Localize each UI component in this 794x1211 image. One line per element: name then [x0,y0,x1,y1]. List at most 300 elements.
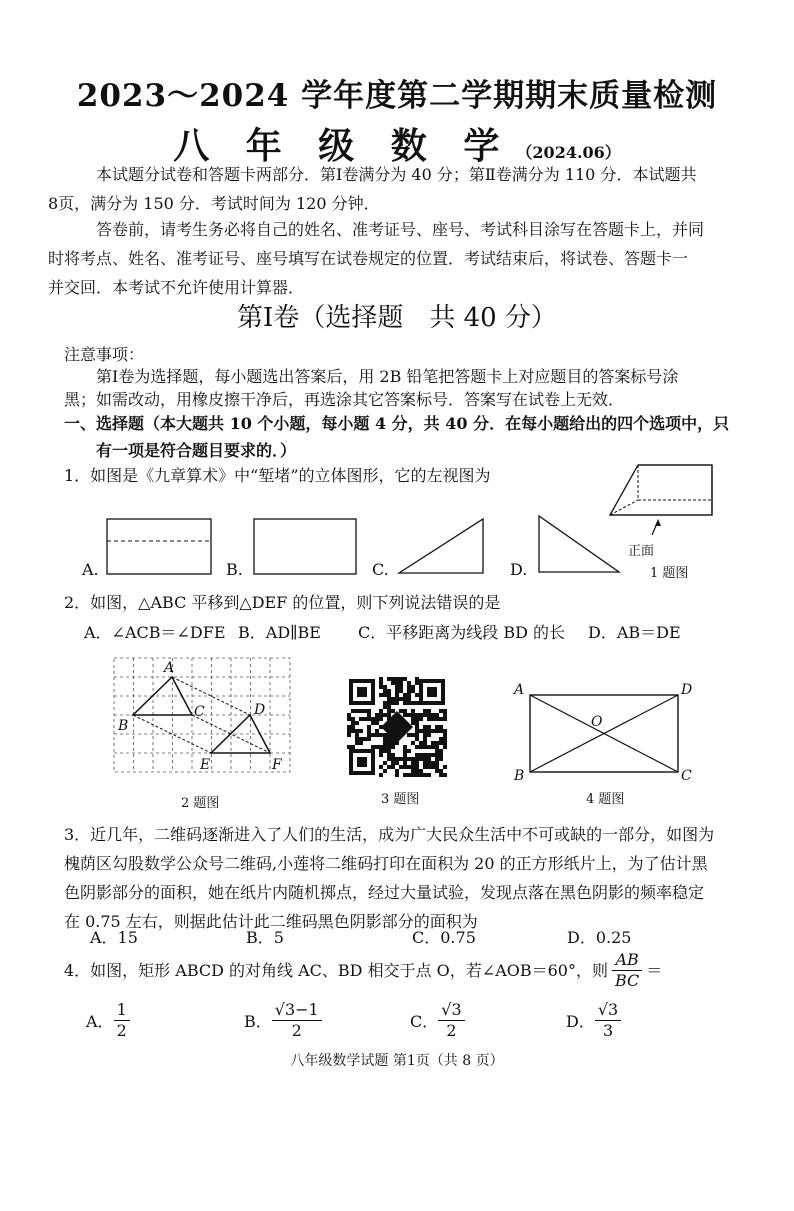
q1-caption: 1 题图 [650,566,689,581]
intro-paragraph-2 [48,215,734,302]
qr-module [423,765,427,769]
qr-module [435,765,439,769]
qr-module [359,717,363,721]
q4-point-label: C [681,768,692,784]
qr-module [383,737,387,741]
qr-module [383,761,387,765]
qr-module [443,741,447,745]
q2-option-a: A．∠ACB＝∠DFE [84,623,226,642]
qr-module [407,713,411,717]
qr-module [415,773,419,777]
qr-module [403,701,407,705]
qr-module [375,745,379,749]
qr-module [379,681,383,685]
qr-module [351,717,355,721]
qr-module [419,745,423,749]
qr-module [391,757,395,761]
qr-module [355,733,359,737]
intro-line: 8页，满分为 150 分．考试时间为 120 分钟． [48,194,380,213]
intro-line: 时将考点、姓名、准考证号、座号填写在试卷规定的位置．考试结束后，将试卷、答题卡一 [48,249,689,268]
qr-module [427,725,431,729]
q3-stem-line: 在 0.75 左右，则据此估计此二维码黑色阴影部分的面积为 [64,912,478,931]
qr-module [423,753,427,757]
qr-module [359,729,363,733]
qr-module [387,713,391,717]
qr-module [379,745,383,749]
qr-module [427,753,431,757]
qr-module [443,709,447,713]
qr-module [347,717,351,721]
qr-module [415,701,419,705]
qr-module [379,749,383,753]
qr-module [443,745,447,749]
qr-module [431,713,435,717]
fraction-numerator: √3 [595,1000,621,1021]
qr-module [383,749,387,753]
qr-module [391,761,395,765]
qr-module [419,757,423,761]
q2-point-label: B [118,718,129,734]
qr-module [415,677,419,681]
qr-module [347,729,351,733]
qr-module [407,773,411,777]
q1-stem: 1．如图是《九章算术》中“堑堵”的立体图形，它的左视图为 [64,466,491,485]
qr-module [367,725,371,729]
fraction-numerator: √3−1 [272,1000,322,1021]
qr-module [395,773,399,777]
qr-module [439,769,443,773]
q1-option-c-figure [395,515,490,577]
qr-module [395,677,399,681]
fraction-numerator: AB [612,950,641,971]
q4-rectangle-figure [508,678,698,788]
qr-module [411,765,415,769]
fraction-denominator: 2 [446,1021,457,1040]
qr-module [363,717,367,721]
qr-module [403,713,407,717]
notice-label: 注意事项： [64,345,145,364]
qr-module [403,761,407,765]
qr-module [435,757,439,761]
qr-module [383,689,387,693]
qr-module [443,737,447,741]
qr-module [431,717,435,721]
qr-module [435,749,439,753]
qr-module [387,693,391,697]
qr-module [379,713,383,717]
exam-title: 2023～2024 学年度第二学期期末质量检测 [76,78,718,114]
qr-module [383,693,387,697]
qr-module [443,733,447,737]
q3-option-c: C．0.75 [412,928,476,947]
qr-module [415,745,419,749]
q3-caption: 3 题图 [381,792,420,807]
q4-option-c [410,1000,465,1041]
qr-module [411,757,415,761]
q4-option-a [86,1000,130,1041]
qr-module [443,773,447,777]
qr-module [411,685,415,689]
qr-module [379,693,383,697]
q3-stem [64,820,744,936]
qr-module [387,741,391,745]
qr-module [371,717,375,721]
qr-module [367,733,371,737]
q4-point-label: D [681,682,693,698]
qr-module [403,753,407,757]
q4-option-b [244,1000,322,1041]
qr-module [431,753,435,757]
fraction-denominator: 2 [116,1021,127,1040]
qr-module [371,745,375,749]
qr-module [443,717,447,721]
qr-module [399,765,403,769]
qr-module [423,729,427,733]
qr-module [351,709,355,713]
qr-module [403,745,407,749]
q1-option-b-figure [250,515,360,577]
qr-module [399,709,403,713]
qr-module [375,721,379,725]
qr-module [399,757,403,761]
qr-module [403,757,407,761]
q3-stem-line: 3．近几年，二维码逐渐进入了人们的生活，成为广大民众生活中不可或缺的一部分，如图为 [64,825,715,844]
qr-module [431,745,435,749]
qr-module [423,761,427,765]
qr-module [391,701,395,705]
qr-module [407,701,411,705]
qr-module [407,757,411,761]
qr-module [355,729,359,733]
qr-module [415,737,419,741]
q3-option-b: B．5 [246,928,284,947]
qr-module [427,745,431,749]
q1-option-b: B. [226,560,243,579]
option-label: D． [566,1012,595,1031]
qr-module [439,757,443,761]
option-fraction [438,1000,464,1041]
notice-line: 黑；如需改动，用橡皮擦干净后，再选涂其它答案标号．答案写在试卷上无效． [64,390,625,409]
q4-option-d [566,1000,621,1041]
qr-module [403,697,407,701]
qr-module [439,753,443,757]
q2-point-label: F [272,757,282,773]
q4-point-label: O [591,714,603,730]
qr-module [391,697,395,701]
qr-module [415,753,419,757]
qr-module [411,713,415,717]
qr-module [415,717,419,721]
q4-point-label: A [514,682,525,698]
q2-point-label: E [200,757,211,773]
qr-module [391,753,395,757]
qr-module [347,713,351,717]
qr-module [387,765,391,769]
qr-module [379,773,383,777]
qr-module [419,753,423,757]
q2-stem: 2．如图，△ABC 平移到△DEF 的位置，则下列说法错误的是 [64,593,501,612]
qr-module [387,753,391,757]
qr-module [379,753,383,757]
qr-module [391,677,395,681]
qr-module [435,717,439,721]
qr-module [383,705,387,709]
qr-module [375,713,379,717]
section-title: 第Ⅰ卷（选择题 共 40 分） [237,303,557,333]
notice-line: 第Ⅰ卷为选择题，每小题选出答案后，用 2B 铅笔把答题卡上对应题目的答案标号涂 [96,367,679,386]
qr-module [387,737,391,741]
qr-module [411,717,415,721]
qr-module [351,729,355,733]
qr-module [403,773,407,777]
qr-module [383,713,387,717]
q1-option-a: A. [82,560,99,579]
qr-module [439,741,443,745]
q3-qr-code-image [345,675,449,779]
qr-module [415,681,419,685]
qr-module [431,761,435,765]
qr-module [367,709,371,713]
q2-grid-figure [108,652,298,782]
qr-module [411,701,415,705]
qr-module [407,689,411,693]
qr-module [427,773,431,777]
qr-module [415,765,419,769]
qr-module [427,713,431,717]
qr-module [399,677,403,681]
qr-module [399,689,403,693]
qr-module [407,681,411,685]
q4-stem-text: 4．如图，矩形 ABCD 的对角线 AC、BD 相交于点 O，若∠AOB＝60°，则 [64,961,608,980]
qr-module [387,749,391,753]
intro-line: 并交回．本考试不允许使用计算器． [48,278,305,297]
q1-option-d-figure [535,512,625,577]
qr-module [391,765,395,769]
qr-module [443,713,447,717]
qr-module [435,713,439,717]
intro-paragraph-1 [48,160,734,218]
qr-module [411,741,415,745]
qr-module [351,721,355,725]
qr-module [403,765,407,769]
qr-module [427,757,431,761]
q2-option-b: B．AD∥BE [238,623,321,642]
qr-module [435,729,439,733]
qr-module [415,733,419,737]
qr-module [371,733,375,737]
qr-module [419,717,423,721]
qr-module [383,685,387,689]
qr-module [407,685,411,689]
qr-module [355,721,359,725]
fraction-denominator: BC [615,971,640,990]
qr-module [395,681,399,685]
qr-module [387,757,391,761]
qr-module [411,721,415,725]
qr-module [403,709,407,713]
qr-module [351,745,355,749]
qr-module [439,725,443,729]
q2-caption: 2 题图 [181,796,220,811]
qr-module [435,745,439,749]
qr-module [387,705,391,709]
qr-module [387,745,391,749]
qr-module [351,725,355,729]
qr-module [443,729,447,733]
qr-module [367,737,371,741]
qr-module [395,757,399,761]
qr-module [411,761,415,765]
qr-module [379,717,383,721]
qr-module [431,765,435,769]
qr-module [383,733,387,737]
q1-option-a-figure [105,515,215,577]
q1-option-d: D. [510,560,528,579]
q2-option-c: C．平移距离为线段 BD 的长 [358,623,566,642]
qr-module [415,761,419,765]
qr-module [367,717,371,721]
fraction-numerator: √3 [438,1000,464,1021]
qr-module [427,733,431,737]
qr-module [383,769,387,773]
q2-option-d: D．AB＝DE [588,623,681,642]
subject-name: 八 年 级 数 学 [173,125,512,167]
qr-module [395,689,399,693]
qr-module [395,697,399,701]
qr-module [427,729,431,733]
qr-module [387,689,391,693]
qr-module [387,697,391,701]
fraction-denominator: 2 [291,1021,302,1040]
exam-date: （2024.06） [516,143,621,162]
qr-module [439,709,443,713]
qr-module [391,741,395,745]
qr-module [423,725,427,729]
qr-module [375,717,379,721]
qr-module [439,717,443,721]
qr-module [419,769,423,773]
qr-module [427,761,431,765]
qr-module [347,733,351,737]
intro-line: 本试题分试卷和答题卡两部分．第Ⅰ卷满分为 40 分；第Ⅱ卷满分为 110 分．本试题共 [96,165,697,184]
q3-option-a: A．15 [90,928,138,947]
qr-module [399,685,403,689]
qr-module [383,745,387,749]
qr-module [383,701,387,705]
qr-module [355,709,359,713]
qr-module [423,709,427,713]
qr-module [371,721,375,725]
qr-module [359,741,363,745]
qr-module [439,729,443,733]
qr-module [423,737,427,741]
qr-module [427,709,431,713]
qr-module [399,681,403,685]
qr-module [415,713,419,717]
qr-module [407,733,411,737]
qr-module [395,701,399,705]
qr-module [411,733,415,737]
q4-point-label: B [514,768,525,784]
qr-module [375,733,379,737]
qr-module [419,729,423,733]
qr-module [439,773,443,777]
qr-module [395,769,399,773]
qr-module [423,713,427,717]
qr-module [395,761,399,765]
q4-caption: 4 题图 [586,792,625,807]
qr-module [415,693,419,697]
qr-module [435,761,439,765]
qr-module [411,769,415,773]
option-fraction [114,1000,130,1041]
qr-module [359,737,363,741]
qr-module [407,749,411,753]
page-footer: 八年级数学试题 第1页（共 8 页） [290,1053,504,1069]
qr-module [399,697,403,701]
qr-module [379,685,383,689]
qr-module [415,757,419,761]
option-label: C． [410,1012,439,1031]
qr-module [431,741,435,745]
q3-option-d: D．0.25 [567,928,632,947]
qr-module [415,721,419,725]
option-label: B． [244,1012,272,1031]
qr-module [355,737,359,741]
option-fraction [272,1000,322,1041]
qr-module [387,677,391,681]
qr-module [419,773,423,777]
qr-module [347,745,351,749]
qr-module [403,677,407,681]
qr-module [423,773,427,777]
q3-stem-line: 色阴影部分的面积，她在纸片内随机掷点，经过大量试验，发现点落在黑色阴影的频率稳定 [64,883,705,902]
qr-module [415,725,419,729]
qr-module [367,729,371,733]
q4-stem-equals: ＝ [646,961,663,980]
qr-module [355,741,359,745]
qr-module [435,741,439,745]
qr-module [407,697,411,701]
qr-module [419,713,423,717]
qr-module [383,741,387,745]
qr-module [415,769,419,773]
qr-module [407,765,411,769]
qr-module [379,709,383,713]
q2-point-label: D [254,702,266,718]
fraction-numerator: 1 [114,1000,130,1021]
part-heading: 一、选择题（本大题共 10 个小题，每小题 4 分，共 40 分．在每小题给出的四个选项中，只 [64,414,730,433]
q2-point-label: A [164,660,175,676]
qr-module [415,729,419,733]
qr-module [427,765,431,769]
qr-module [395,693,399,697]
qr-module [439,749,443,753]
option-fraction [595,1000,621,1041]
q4-stem [64,950,662,991]
qr-module [363,709,367,713]
qr-module [431,729,435,733]
qr-module [435,725,439,729]
qr-module [407,693,411,697]
q4-stem-fraction [612,950,642,991]
qr-module [379,765,383,769]
qr-module [347,725,351,729]
qr-module [443,765,447,769]
q3-stem-line: 槐荫区勾股数学公众号二维码,小莲将二维码打印在面积为 20 的正方形纸片上，为了估计黑 [64,854,708,873]
qr-module [411,773,415,777]
qr-module [391,745,395,749]
